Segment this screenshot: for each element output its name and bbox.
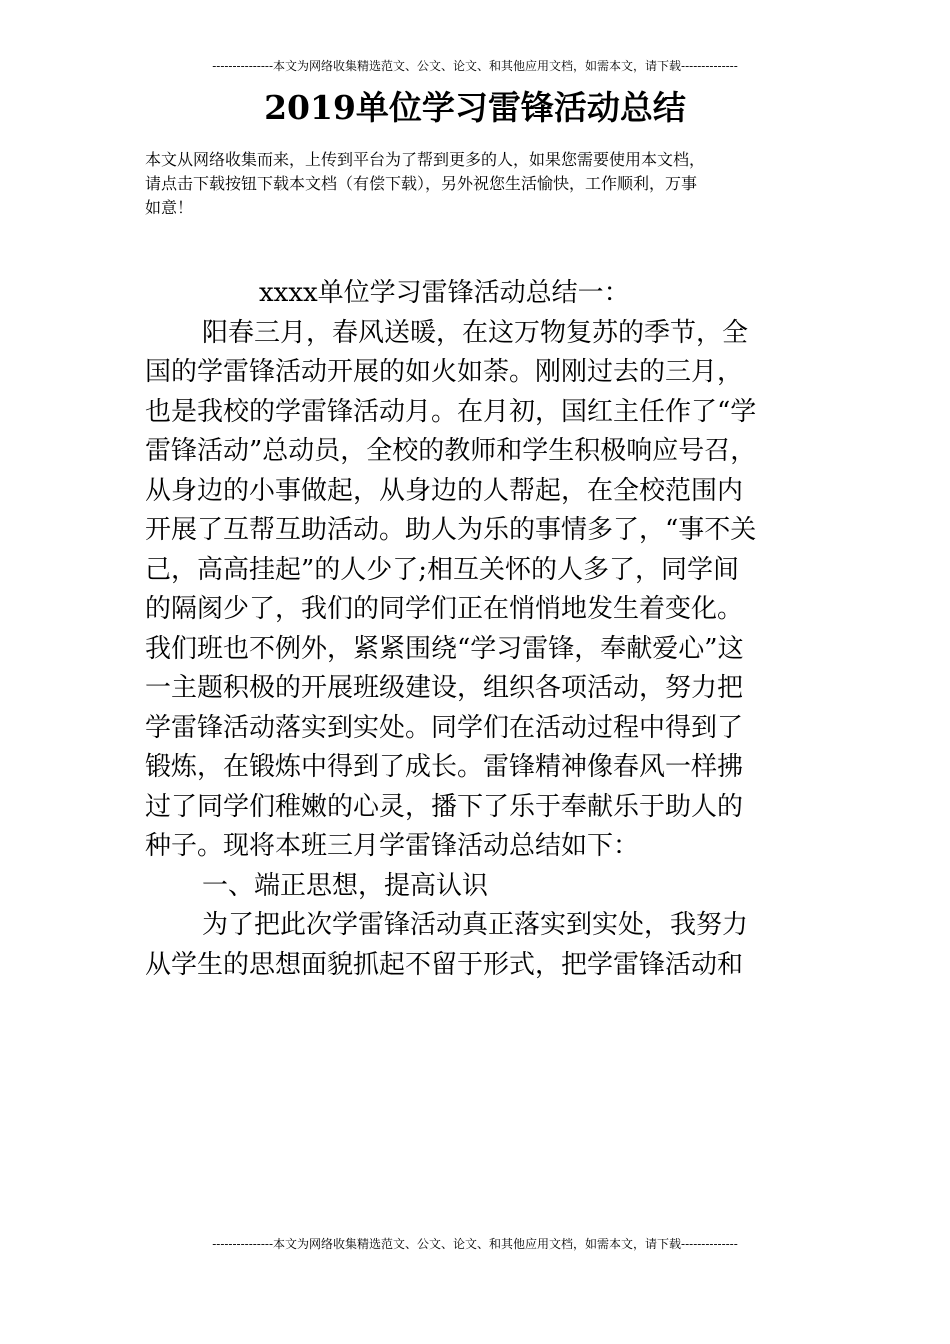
paragraph-line: 己，高高挂起”的人少了;相互关怀的人多了，同学间: [145, 554, 740, 585]
intro-notice: [145, 148, 810, 220]
paragraph-line: 从身边的小事做起，从身边的人帮起，在全校范围内: [145, 475, 744, 506]
paragraph-line: 锻炼，在锻炼中得到了成长。雷锋精神像春风一样拂: [145, 752, 744, 782]
paragraph-line: 的隔阂少了，我们的同学们正在悄悄地发生着变化。: [145, 594, 744, 624]
paragraph-line: 也是我校的学雷锋活动月。在月初，国红主任作了“学: [145, 396, 757, 427]
paragraph-line: 学雷锋活动落实到实处。同学们在活动过程中得到了: [145, 712, 744, 743]
paragraph-line: 开展了互帮互助活动。助人为乐的事情多了，“事不关: [145, 515, 757, 545]
paragraph-line: 过了同学们稚嫩的心灵，播下了乐于奉献乐于助人的: [145, 791, 744, 822]
footer-banner: ---------------本文为网络收集精选范文、公文、论文、和其他应用文档，如需本文，请下载--------------: [212, 1237, 738, 1251]
paragraph-line: 从学生的思想面貌抓起不留于形式，把学雷锋活动和: [145, 949, 744, 980]
document-body: [145, 274, 810, 985]
paragraph-line: 为了把此次学雷锋活动真正落实到实处，我努力: [202, 910, 749, 940]
paragraph-line: 一主题积极的开展班级建设，组织各项活动，努力把: [145, 673, 744, 703]
subheading: 一、端正思想，提高认识: [202, 870, 489, 901]
intro-line: 请点击下载按钮下载本文档（有偿下载），另外祝您生活愉快，工作顺利，万事: [145, 174, 698, 193]
paragraph-line: 种子。现将本班三月学雷锋活动总结如下：: [145, 831, 640, 861]
document-title: 2019单位学习雷锋活动总结: [264, 88, 686, 127]
header-banner: ---------------本文为网络收集精选范文、公文、论文、和其他应用文档，如需本文，请下载--------------: [212, 59, 738, 73]
paragraph-line: 雷锋活动”总动员，全校的教师和学生积极响应号召，: [145, 436, 757, 466]
intro-line: 如意！: [145, 198, 194, 217]
paragraph-line: 我们班也不例外，紧紧围绕“学习雷锋，奉献爱心”这: [145, 633, 744, 664]
intro-line: 本文从网络收集而来，上传到平台为了帮到更多的人，如果您需要使用本文档，: [145, 150, 706, 169]
section-heading: xxxx单位学习雷锋活动总结一：: [259, 278, 630, 308]
paragraph-line: 国的学雷锋活动开展的如火如荼。刚刚过去的三月，: [145, 357, 744, 387]
paragraph-line: 阳春三月，春风送暖，在这万物复苏的季节，全: [202, 317, 749, 348]
